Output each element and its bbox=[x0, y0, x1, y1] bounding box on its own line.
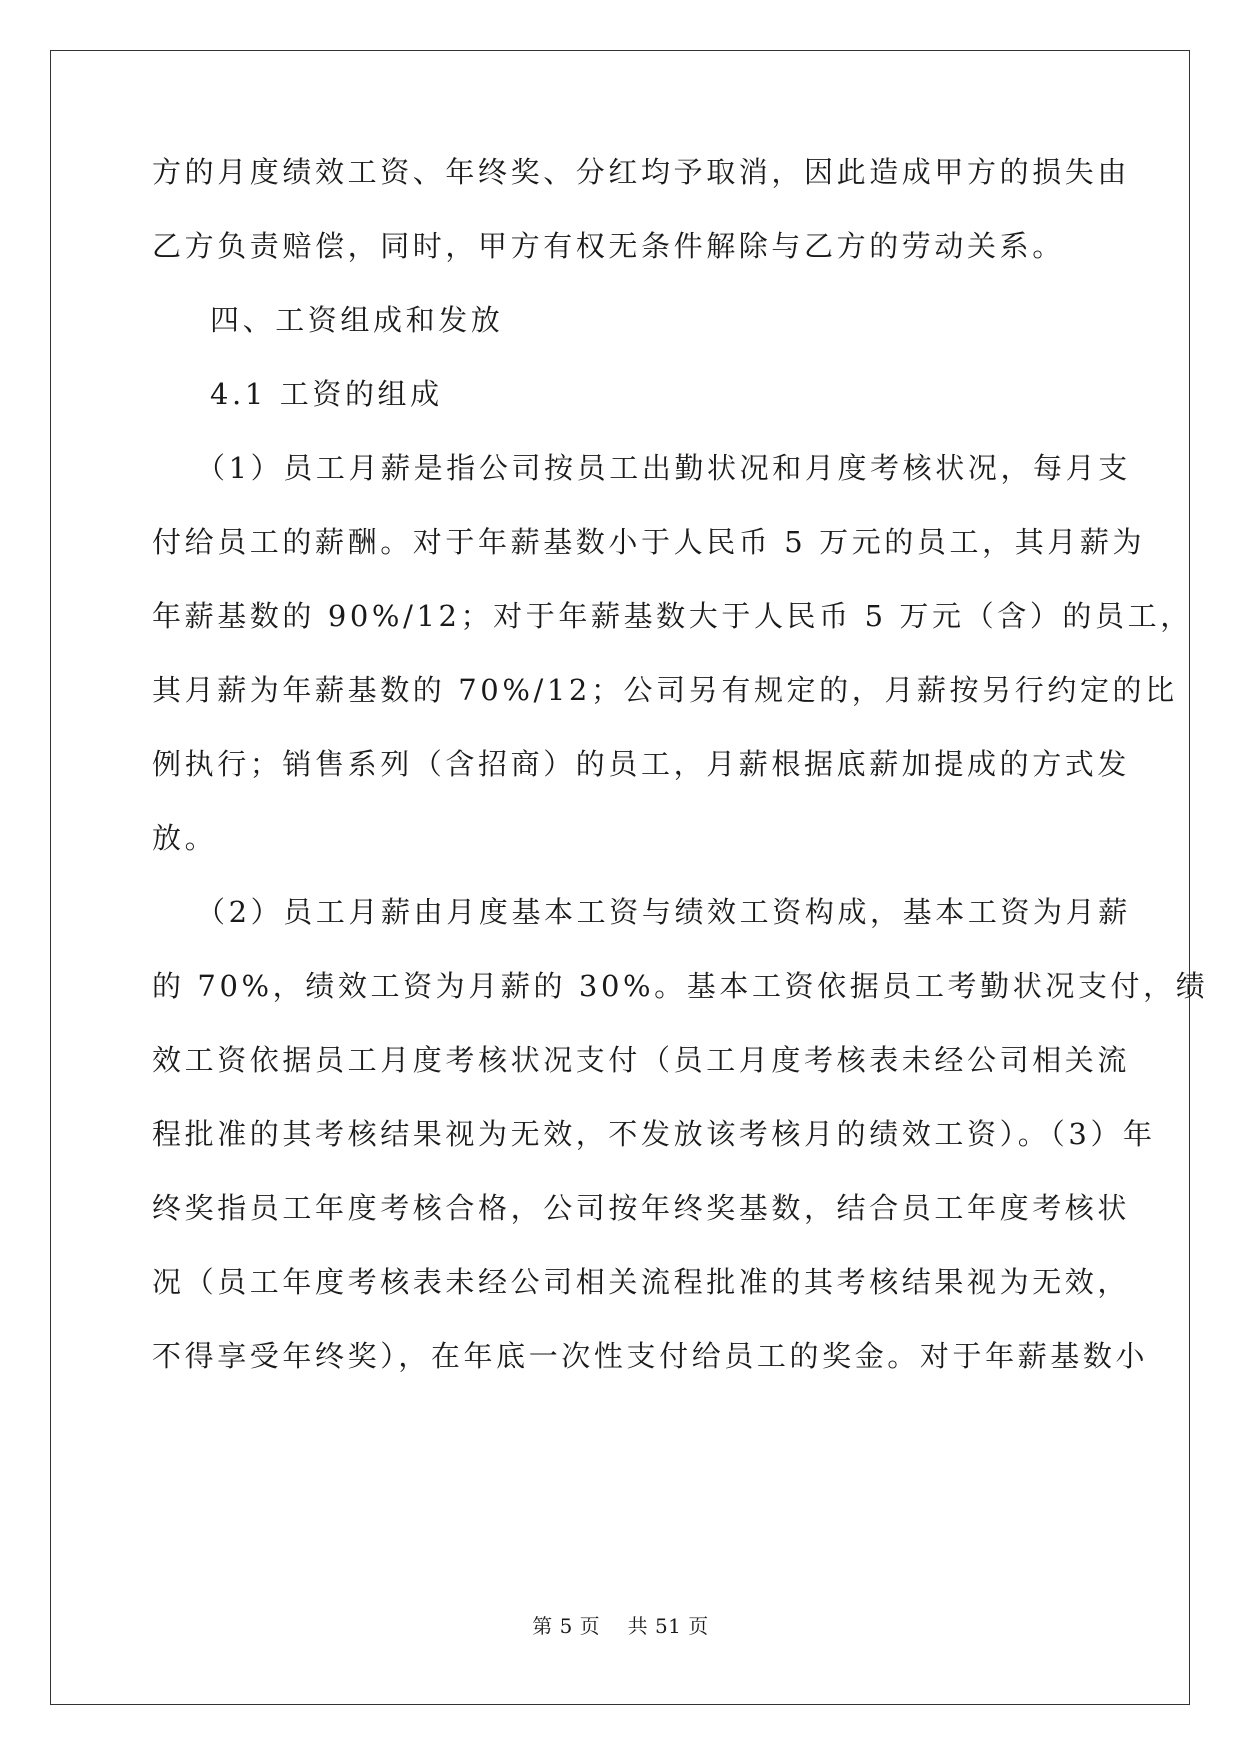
page-border bbox=[50, 50, 1190, 1705]
body-text-line: 其月薪为年薪基数的 70%/12；公司另有规定的，月薪按另行约定的比 bbox=[152, 673, 1178, 707]
body-text-line: 放。 bbox=[152, 821, 218, 855]
paragraph-item-2: （2）员工月薪由月度基本工资与绩效工资构成，基本工资为月薪 bbox=[196, 895, 1131, 929]
section-heading: 四、工资组成和发放 bbox=[210, 303, 504, 337]
body-text-line: 况（员工年度考核表未经公司相关流程批准的其考核结果视为无效， bbox=[152, 1265, 1131, 1299]
subsection-heading: 4.1 工资的组成 bbox=[210, 377, 443, 411]
body-text-line: 年薪基数的 90%/12；对于年薪基数大于人民币 5 万元（含）的员工， bbox=[152, 599, 1193, 633]
body-text-line: 方的月度绩效工资、年终奖、分红均予取消，因此造成甲方的损失由 bbox=[152, 155, 1131, 189]
paragraph-item-1: （1）员工月薪是指公司按员工出勤状况和月度考核状况，每月支 bbox=[196, 451, 1131, 485]
body-text-line: 乙方负责赔偿，同时，甲方有权无条件解除与乙方的劳动关系。 bbox=[152, 229, 1065, 263]
body-text-line: 付给员工的薪酬。对于年薪基数小于人民币 5 万元的员工，其月薪为 bbox=[152, 525, 1146, 559]
body-text-line: 的 70%，绩效工资为月薪的 30%。基本工资依据员工考勤状况支付，绩 bbox=[152, 969, 1209, 1003]
body-text-line: 终奖指员工年度考核合格，公司按年终奖基数，结合员工年度考核状 bbox=[152, 1191, 1131, 1225]
body-text-line: 程批准的其考核结果视为无效，不发放该考核月的绩效工资）。（3）年 bbox=[152, 1117, 1156, 1151]
page-number-footer: 第 5 页 共 51 页 bbox=[532, 1614, 709, 1638]
body-text-line: 效工资依据员工月度考核状况支付（员工月度考核表未经公司相关流 bbox=[152, 1043, 1131, 1077]
body-text-line: 不得享受年终奖），在年底一次性支付给员工的奖金。对于年薪基数小 bbox=[152, 1339, 1149, 1373]
body-text-line: 例执行；销售系列（含招商）的员工，月薪根据底薪加提成的方式发 bbox=[152, 747, 1131, 781]
